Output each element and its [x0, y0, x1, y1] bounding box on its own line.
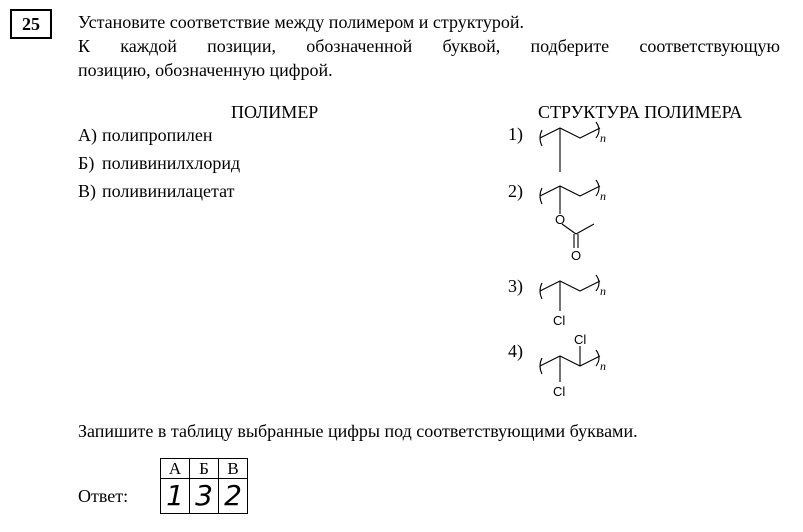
question-number: 25	[10, 9, 52, 39]
chlorine-atom-top: Cl	[574, 332, 587, 347]
structure-3-polyvinyl-chloride	[538, 275, 628, 331]
answer-table	[160, 458, 248, 514]
polymer-letter: В)	[78, 181, 96, 201]
structure-1-polypropylene	[538, 124, 618, 178]
subscript-n: n	[600, 284, 606, 298]
subscript-n: n	[600, 189, 606, 203]
instruction-text: Запишите в таблицу выбранные цифры под соответствующими буквами.	[78, 421, 638, 441]
polymer-letter: А)	[78, 125, 97, 145]
answer-header-b: Б	[190, 459, 219, 479]
polymer-item-c	[78, 180, 234, 202]
chlorine-atom: Cl	[553, 313, 566, 328]
oxygen-atom-carbonyl: O	[571, 248, 582, 263]
question-text-line-2: К каждой позиции, обозначенной буквой, подберите соответствующую	[78, 36, 780, 56]
structure-number-2: 2)	[508, 181, 523, 201]
answer-cell-a[interactable]: 1	[161, 479, 190, 514]
polymer-name: поливинилацетат	[102, 181, 235, 201]
answer-table-values-row	[161, 479, 248, 514]
structure-4-polyvinylidene-dichloride	[538, 330, 628, 406]
answer-cell-b[interactable]: 3	[190, 479, 219, 514]
structure-number-1: 1)	[508, 124, 523, 144]
answer-table-header-row	[161, 459, 248, 479]
oxygen-atom-ester: O	[555, 212, 566, 227]
answer-label: Ответ:	[78, 486, 129, 506]
polymer-item-b	[78, 152, 240, 174]
subscript-n: n	[600, 131, 606, 145]
answer-cell-c[interactable]: 2	[219, 479, 248, 514]
polymer-name: полипропилен	[102, 125, 213, 145]
structure-column-header: СТРУКТУРА ПОЛИМЕРА	[538, 102, 743, 122]
polymer-letter: Б)	[78, 153, 95, 173]
structure-number-3: 3)	[508, 276, 523, 296]
structure-2-polyvinyl-acetate	[538, 180, 628, 266]
answer-header-c: В	[219, 459, 248, 479]
structure-number-4: 4)	[508, 341, 523, 361]
subscript-n: n	[600, 359, 606, 373]
answer-header-a: А	[161, 459, 190, 479]
chlorine-atom-bottom: Cl	[553, 384, 566, 399]
polymer-name: поливинилхлорид	[102, 153, 241, 173]
question-text-line-1: Установите соответствие между полимером и структурой.	[78, 12, 524, 32]
polymer-item-a	[78, 124, 213, 146]
polymer-column-header: ПОЛИМЕР	[231, 102, 319, 122]
question-text-line-3: позицию, обозначенную цифрой.	[78, 60, 333, 80]
